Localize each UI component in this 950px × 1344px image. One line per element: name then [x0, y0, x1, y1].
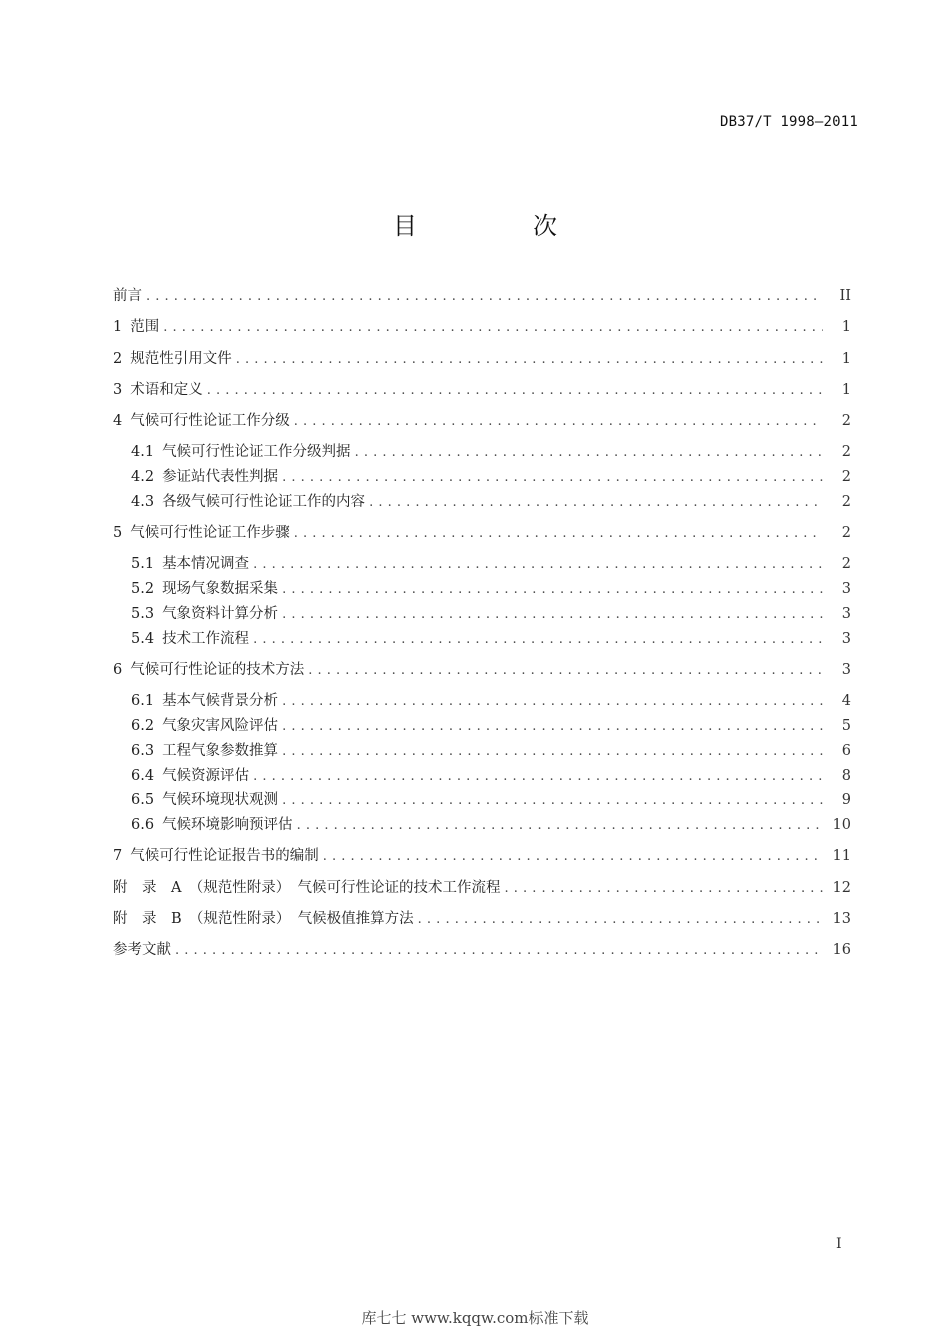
- dot-leader: [294, 524, 823, 544]
- toc-entry-label: [113, 380, 207, 400]
- toc-entry[interactable]: [113, 317, 851, 338]
- toc-entry[interactable]: [113, 286, 851, 307]
- toc-entry-label: [131, 492, 369, 512]
- toc-entry-text: 气候可行性论证的技术方法: [130, 662, 305, 678]
- toc-entry-page: 2: [841, 469, 851, 485]
- dot-leader: [369, 493, 823, 513]
- toc-entry-number: 5.2: [131, 581, 155, 597]
- document-code: DB37/T 1998—2011: [719, 114, 858, 130]
- dot-leader: [294, 412, 823, 432]
- toc-entry[interactable]: [113, 349, 851, 370]
- toc-entry-page: 10: [832, 817, 851, 833]
- toc-entry[interactable]: [113, 909, 851, 930]
- toc-entry-page: 9: [841, 792, 851, 808]
- toc-entry-page: 3: [841, 631, 851, 647]
- toc-entry-page: 3: [841, 581, 851, 597]
- dot-leader: [282, 605, 823, 625]
- toc-entry-number: 4.2: [131, 469, 155, 485]
- toc-entry-number: 2: [113, 351, 123, 367]
- toc-entry-number: 3: [113, 382, 123, 398]
- toc-entry-page: 6: [841, 743, 851, 759]
- dot-leader: [282, 791, 823, 811]
- toc-entry-label: [131, 442, 355, 462]
- dot-leader: [163, 318, 823, 338]
- dot-leader: [236, 350, 823, 370]
- toc-entry-label: [113, 286, 146, 306]
- dot-leader: [282, 580, 823, 600]
- toc-entry-number: 6.1: [131, 693, 155, 709]
- toc-entry-text: 气候资源评估: [162, 768, 250, 784]
- toc-entry-label: [131, 554, 253, 574]
- toc-entry-number: 6.6: [131, 817, 155, 833]
- dot-leader: [207, 381, 823, 401]
- toc-entry-label: [131, 766, 253, 786]
- toc-entry-number: 5.3: [131, 606, 155, 622]
- toc-entry-text: 气候可行性论证工作分级: [130, 413, 290, 429]
- dot-leader: [418, 910, 823, 930]
- toc-entry-text: 规范性引用文件: [130, 351, 232, 367]
- toc-entry-text: 气候环境影响预评估: [162, 817, 293, 833]
- toc-entry-page: 2: [841, 494, 851, 510]
- toc-entry-text: 气象资料计算分析: [162, 606, 279, 622]
- dot-leader: [308, 661, 823, 681]
- toc-entry-page: 1: [841, 351, 851, 367]
- toc-entry-number: 1: [113, 319, 123, 335]
- toc-entry-text: 参考文献: [113, 942, 171, 958]
- toc-entry-text: 附 录 A （规范性附录） 气候可行性论证的技术工作流程: [113, 880, 501, 896]
- toc-entry[interactable]: [113, 411, 851, 432]
- toc-entry-label: [113, 909, 418, 929]
- toc-entry[interactable]: [113, 660, 851, 681]
- toc-entry-label: [113, 660, 308, 680]
- toc-entry-text: 气候可行性论证工作步骤: [130, 525, 290, 541]
- toc-entry-number: 7: [113, 848, 123, 864]
- page-number: I: [836, 1236, 842, 1252]
- toc-entry-label: [131, 604, 282, 624]
- toc-entry-text: 现场气象数据采集: [162, 581, 279, 597]
- toc-entry-number: 5: [113, 525, 123, 541]
- toc-entry-text: 术语和定义: [130, 382, 203, 398]
- toc-entry-text: 气象灾害风险评估: [162, 718, 279, 734]
- toc-entry-text: 各级气候可行性论证工作的内容: [162, 494, 366, 510]
- dot-leader: [282, 468, 823, 488]
- toc-entry-number: 4.3: [131, 494, 155, 510]
- toc-entry-number: 4: [113, 413, 123, 429]
- toc-entry-text: 工程气象参数推算: [162, 743, 279, 759]
- dot-leader: [253, 555, 823, 575]
- toc-entry[interactable]: [131, 579, 851, 600]
- toc-entry[interactable]: [131, 815, 851, 836]
- toc-entry-page: 12: [832, 880, 851, 896]
- toc-entry[interactable]: [113, 878, 851, 899]
- toc-entry-text: 气候可行性论证报告书的编制: [130, 848, 319, 864]
- toc-entry[interactable]: [131, 716, 851, 737]
- dot-leader: [253, 630, 823, 650]
- toc-entry-text: 参证站代表性判据: [162, 469, 279, 485]
- toc-entry[interactable]: [131, 790, 851, 811]
- toc-entry-label: [131, 691, 282, 711]
- toc-entry-label: [131, 741, 282, 761]
- toc-entry[interactable]: [131, 629, 851, 650]
- toc-entry-label: [131, 790, 282, 810]
- dot-leader: [282, 717, 823, 737]
- toc-entry[interactable]: [131, 492, 851, 513]
- toc-entry-page: 2: [841, 413, 851, 429]
- dot-leader: [355, 443, 823, 463]
- toc-entry-text: 基本情况调查: [162, 556, 250, 572]
- toc-entry[interactable]: [131, 766, 851, 787]
- toc-entry-page: 16: [832, 942, 851, 958]
- toc-entry-text: 前言: [113, 288, 142, 304]
- toc-entry-label: [131, 579, 282, 599]
- toc-entry-text: 技术工作流程: [162, 631, 250, 647]
- dot-leader: [282, 692, 823, 712]
- toc-entry-number: 5.4: [131, 631, 155, 647]
- toc-entry-number: 6.4: [131, 768, 155, 784]
- toc-entry-number: 6.5: [131, 792, 155, 808]
- toc-entry-page: II: [839, 288, 851, 304]
- toc-entry-label: [131, 716, 282, 736]
- toc-entry-page: 2: [841, 556, 851, 572]
- dot-leader: [146, 287, 823, 307]
- toc-entry-text: 气候环境现状观测: [162, 792, 279, 808]
- toc-title: 目 次: [393, 212, 603, 240]
- toc-entry-page: 4: [841, 693, 851, 709]
- toc-entry[interactable]: [131, 741, 851, 762]
- toc-entry-page: 2: [841, 525, 851, 541]
- toc-entry[interactable]: [131, 467, 851, 488]
- dot-leader: [282, 742, 823, 762]
- toc-entry-label: [113, 940, 175, 960]
- toc-entry-label: [113, 411, 294, 431]
- toc-entry[interactable]: [131, 691, 851, 712]
- dot-leader: [175, 941, 823, 961]
- toc-entry-label: [113, 349, 236, 369]
- toc-entry-label: [131, 467, 282, 487]
- toc-entry-page: 1: [841, 382, 851, 398]
- toc-entry-label: [113, 523, 294, 543]
- toc-entry-page: 11: [832, 848, 851, 864]
- toc-entry-number: 6.2: [131, 718, 155, 734]
- toc-entry-page: 3: [841, 662, 851, 678]
- toc-entry[interactable]: [113, 940, 851, 961]
- toc-entry-number: 6: [113, 662, 123, 678]
- toc-entry-page: 2: [841, 444, 851, 460]
- toc-entry-label: [113, 878, 504, 898]
- toc-entry-text: 气候可行性论证工作分级判据: [162, 444, 351, 460]
- dot-leader: [253, 767, 823, 787]
- toc-entry-number: 5.1: [131, 556, 155, 572]
- toc-entry-page: 8: [841, 768, 851, 784]
- dot-leader: [504, 879, 823, 899]
- toc-entry-page: 3: [841, 606, 851, 622]
- toc-entry[interactable]: [113, 523, 851, 544]
- toc-entry-page: 13: [832, 911, 851, 927]
- toc-entry-text: 附 录 B （规范性附录） 气候极值推算方法: [113, 911, 414, 927]
- toc-entry[interactable]: [113, 380, 851, 401]
- toc-entry[interactable]: [131, 604, 851, 625]
- toc-entry[interactable]: [113, 846, 851, 867]
- footer-watermark: 库七七 www.kqqw.com标准下载: [361, 1309, 589, 1327]
- toc-entry-page: 1: [841, 319, 851, 335]
- dot-leader: [323, 847, 823, 867]
- toc-entry-label: [113, 846, 323, 866]
- toc-entry-label: [131, 815, 297, 835]
- toc-entry-label: [113, 317, 163, 337]
- toc-entry-text: 基本气候背景分析: [162, 693, 279, 709]
- dot-leader: [297, 816, 823, 836]
- toc-entry-text: 范围: [130, 319, 160, 335]
- toc-entry-number: 4.1: [131, 444, 155, 460]
- toc-entry[interactable]: [131, 442, 851, 463]
- toc-entry-number: 6.3: [131, 743, 155, 759]
- toc-entry-page: 5: [841, 718, 851, 734]
- toc-entry[interactable]: [131, 554, 851, 575]
- toc-entry-label: [131, 629, 253, 649]
